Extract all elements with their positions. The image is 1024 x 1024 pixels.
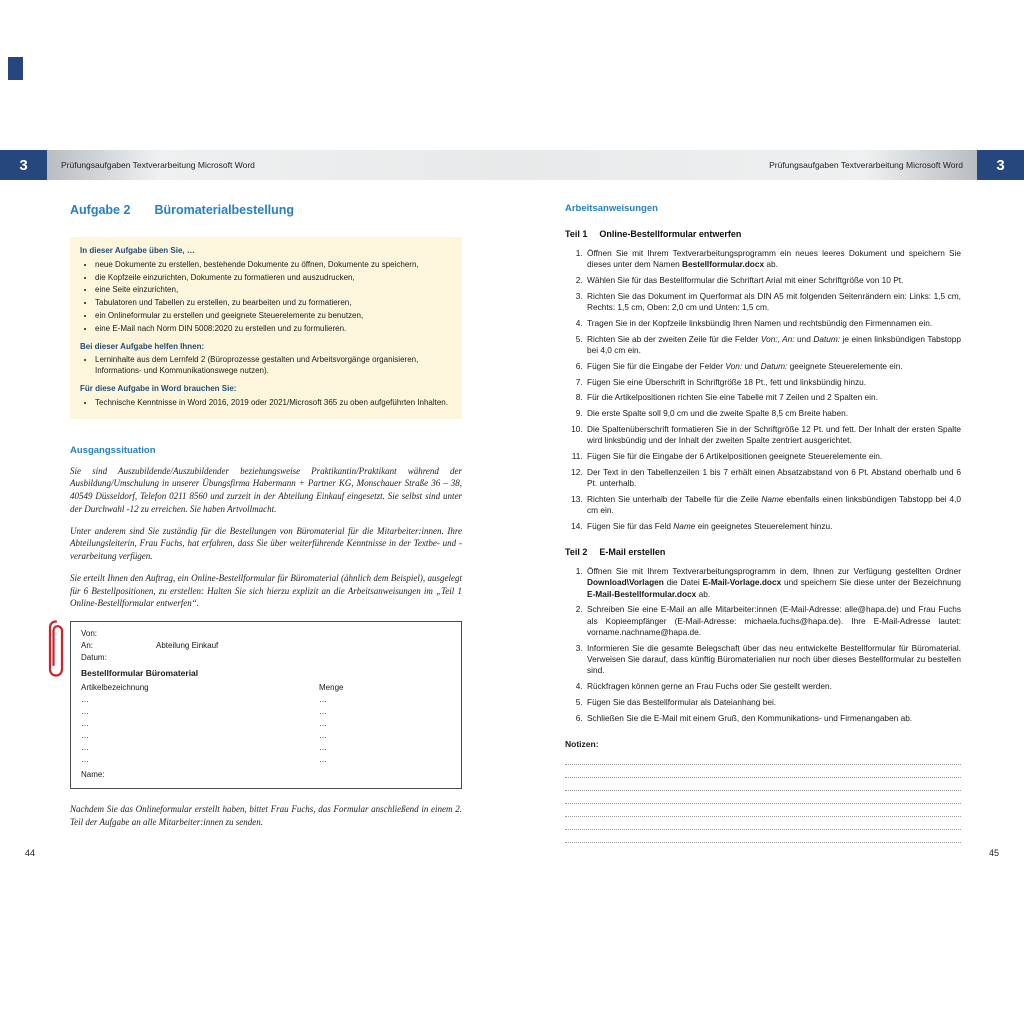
list-item: • Lerninhalte aus dem Lernfeld 2 (Büroprozesse gestalten und Arbeitsvorgänge organisieren, Informations- und Kommunikationswege nutzen). <box>95 355 450 377</box>
form-label-an: An: <box>81 641 94 651</box>
placeholder-dots: … <box>81 755 89 765</box>
form-row-an <box>81 641 451 653</box>
note-line <box>565 791 961 804</box>
form-table-row <box>81 719 451 731</box>
instruction-item: 2. Schreiben Sie eine E-Mail an alle Mitarbeiter:innen (E-Mail-Adresse: alle@hapa.de) und Frau Fuchs als Kopieempfänger (E-Mail-Adresse: michaela.fuchs@hapa.de). Ihre E-Mail-Adresse lautet: vorname.nachname@hapa.de. <box>585 604 961 638</box>
task-name: Büromaterialbestellung <box>154 203 295 217</box>
form-table-header <box>81 683 451 695</box>
form-title: Bestellformular Büromaterial <box>81 668 199 679</box>
form-table-row <box>81 707 451 719</box>
page-number-left: 44 <box>25 848 36 858</box>
page-header-band <box>0 150 1024 180</box>
situation-paragraph: Unter anderem sind Sie zuständig für die Bestellungen von Büromaterial für die Mitarbeiter:innen. Ihre Abteilungsleiterin, Frau Fuchs, hat erfahren, dass Sie über weiterführende Kenntnisse in der Textbe- und -verarbeitung verfügen. <box>70 525 462 562</box>
placeholder-dots: … <box>81 719 89 729</box>
instruction-item: 2. Wählen Sie für das Bestellformular die Schriftart Arial mit einer Schriftgröße von 10 Pt. <box>585 275 961 286</box>
instruction-item: 3. Richten Sie das Dokument im Querformat als DIN A5 mit folgenden Seitenrändern ein: Links: 1,5 cm, Rechts: 1,5 cm, Oben: 2,0 cm und Unten: 1,5 cm. <box>585 291 961 314</box>
section-title-arbeitsanweisungen: Arbeitsanweisungen <box>565 203 658 214</box>
list-item: • neue Dokumente zu erstellen, bestehende Dokumente zu öffnen, Dokumente zu speichern, <box>95 260 450 271</box>
form-table-row <box>81 695 451 707</box>
note-line <box>565 752 961 765</box>
instruction-item: 9. Die erste Spalte soll 9,0 cm und die zweite Spalte 8,5 cm Breite haben. <box>585 408 961 419</box>
situation-paragraph: Sie sind Auszubildende/Auszubildender beziehungsweise Praktikantin/Praktikant während der Ausbildung/Umschulung in unserer Übungsfirma Habermann + Partner KG, Monschauer Straße 36 – 38, 40549 Düsseldorf, Telefon 0211 8560 und zurzeit in der Abteilung Einkauf eingesetzt. Sie selbst sind unter der Durchwahl -12 zu erreichen. Sie haben Artvollmacht. <box>70 465 462 514</box>
part1-instruction-list <box>565 248 961 532</box>
instruction-item: 6. Fügen Sie für die Eingabe der Felder Von: und Datum: geeignete Steuerelemente ein. <box>585 361 961 372</box>
form-label-datum: Datum: <box>81 653 107 663</box>
info-box-heading-3: Für diese Aufgabe in Word brauchen Sie: <box>80 383 237 393</box>
placeholder-dots: … <box>81 707 89 717</box>
list-item: • Technische Kenntnisse in Word 2016, 2019 oder 2021/Microsoft 365 zu oben aufgeführten Inhalten. <box>95 398 450 409</box>
placeholder-dots: … <box>319 755 327 765</box>
notes-lines <box>565 752 961 843</box>
right-page <box>565 203 961 843</box>
form-table-row <box>81 743 451 755</box>
instruction-item: 4. Rückfragen können gerne an Frau Fuchs oder Sie gestellt werden. <box>585 681 961 692</box>
instruction-item: 6. Schließen Sie die E-Mail mit einem Gruß, den Kommunikations- und Firmenangaben ab. <box>585 713 961 724</box>
placeholder-dots: … <box>319 719 327 729</box>
instruction-item: 1. Öffnen Sie mit Ihrem Textverarbeitungsprogramm in dem, Ihnen zur Verfügung gestellten Ordner Download\Vorlagen die Datei E-Mail-Vorlage.docx und speichern Sie diese unter der Bezeichnung E-Mail-Bestellformular.docx ab. <box>585 566 961 600</box>
placeholder-dots: … <box>81 695 89 705</box>
placeholder-dots: … <box>319 743 327 753</box>
instruction-item: 3. Informieren Sie die gesamte Belegschaft über das neu entwickelte Bestellformular für Büromaterial. Verweisen Sie darauf, dass künftig Büromaterialien nur noch über dieses Bestellformular zu bestellen sind. <box>585 643 961 677</box>
form-col-menge: Menge <box>319 683 344 693</box>
part2-label: Teil 2 <box>565 547 588 558</box>
example-order-form <box>70 621 462 789</box>
form-row-von <box>81 629 451 641</box>
task-title <box>70 203 462 217</box>
corner-decoration-square <box>8 57 23 80</box>
list-item: • die Kopfzeile einzurichten, Dokumente zu formatieren und auszudrucken, <box>95 273 450 284</box>
header-title-left: Prüfungsaufgaben Textverarbeitung Microsoft Word <box>61 160 255 170</box>
note-line <box>565 817 961 830</box>
list-item: • ein Onlineformular zu erstellen und geeignete Steuerelemente zu benutzen, <box>95 311 450 322</box>
instruction-item: 1. Öffnen Sie mit Ihrem Textverarbeitungsprogramm ein neues leeres Dokument und speichern Sie dieses unter dem Namen Bestellformular.docx ab. <box>585 248 961 271</box>
chapter-number-left: 3 <box>0 150 47 180</box>
info-box-heading-2: Bei dieser Aufgabe helfen Ihnen: <box>80 341 205 351</box>
form-label-name: Name: <box>81 770 105 780</box>
placeholder-dots: … <box>81 743 89 753</box>
part1-name: Online-Bestellformular entwerfen <box>599 229 742 239</box>
note-line <box>565 830 961 843</box>
instruction-item: 11. Fügen Sie für die Eingabe der 6 Artikelpositionen geeignete Steuerelemente ein. <box>585 451 961 462</box>
instruction-item: 12. Der Text in den Tabellenzeilen 1 bis 7 erhält einen Absatzabstand von 6 Pt. Abstand oberhalb und 6 Pt. unterhalb. <box>585 467 961 490</box>
situation-paragraph: Sie erteilt Ihnen den Auftrag, ein Online-Bestellformular für Büromaterial (ähnlich dem Beispiel), ausgelegt für 6 Bestellpositionen, zu erstellen: Halten Sie sich hierzu explizit an die Arbeitsanweisungen im „Teil 1 Online-Bestellformular entwerfen“. <box>70 572 462 609</box>
placeholder-dots: … <box>319 731 327 741</box>
chapter-number-right: 3 <box>977 150 1024 180</box>
info-box-list-3 <box>80 398 450 409</box>
instruction-item: 5. Richten Sie ab der zweiten Zeile für die Felder Von:, An: und Datum: je einen linksbündigen Tabstopp bei 4,0 cm ein. <box>585 334 961 357</box>
info-box <box>70 237 462 419</box>
form-table-row <box>81 755 451 767</box>
info-box-list-1 <box>80 260 450 335</box>
instruction-item: 10. Die Spaltenüberschrift formatieren Sie in der Schriftgröße 12 Pt. und fett. Der Inhalt der ersten Spalte wird linksbündig und der Inhalt der zweiten Spalte zentriert ausgerichtet. <box>585 424 961 447</box>
form-row-datum <box>81 653 451 665</box>
note-line <box>565 765 961 778</box>
note-line <box>565 804 961 817</box>
instruction-item: 5. Fügen Sie das Bestellformular als Dateianhang bei. <box>585 697 961 708</box>
form-row-name <box>81 770 451 782</box>
list-item: • eine E-Mail nach Norm DIN 5008:2020 zu erstellen und zu formulieren. <box>95 324 450 335</box>
notes-label: Notizen: <box>565 739 599 749</box>
page-number-right: 45 <box>988 848 999 858</box>
placeholder-dots: … <box>319 707 327 717</box>
task-label: Aufgabe 2 <box>70 203 131 217</box>
form-value-an: Abteilung Einkauf <box>156 641 219 651</box>
instruction-item: 4. Tragen Sie in der Kopfzeile linksbündig Ihren Namen und rechtsbündig den Firmennamen ein. <box>585 318 961 329</box>
info-box-heading-1: In dieser Aufgabe üben Sie, … <box>80 246 195 255</box>
part2-title <box>565 547 961 557</box>
paperclip-icon <box>47 618 65 682</box>
section-title-ausgangssituation: Ausgangssituation <box>70 444 156 456</box>
list-item: • eine Seite einzurichten, <box>95 285 450 296</box>
instruction-item: 8. Für die Artikelpositionen richten Sie eine Tabelle mit 7 Zeilen und 2 Spalten ein. <box>585 392 961 403</box>
form-table-row <box>81 731 451 743</box>
closing-paragraph: Nachdem Sie das Onlineformular erstellt haben, bittet Frau Fuchs, das Formular anschließend in einem 2. Teil der Aufgabe an alle Mitarbeiter:innen zu senden. <box>70 804 462 827</box>
form-col-artikelbezeichnung: Artikelbezeichnung <box>81 683 149 693</box>
part2-name: E-Mail erstellen <box>599 547 666 558</box>
part2-instruction-list <box>565 566 961 724</box>
header-title-right: Prüfungsaufgaben Textverarbeitung Microsoft Word <box>769 160 963 170</box>
part1-label: Teil 1 <box>565 229 588 239</box>
list-item: • Tabulatoren und Tabellen zu erstellen, zu bearbeiten und zu formatieren, <box>95 298 450 309</box>
placeholder-dots: … <box>81 731 89 741</box>
instruction-item: 14. Fügen Sie für das Feld Name ein geeignetes Steuerelement hinzu. <box>585 521 961 532</box>
info-box-list-2 <box>80 355 450 377</box>
part1-title <box>565 229 961 239</box>
form-label-von: Von: <box>81 629 98 639</box>
left-page <box>70 203 462 838</box>
example-form-wrapper <box>70 621 462 789</box>
instruction-item: 7. Fügen Sie eine Überschrift in Schriftgröße 18 Pt., fett und linksbündig hinzu. <box>585 377 961 388</box>
placeholder-dots: … <box>319 695 327 705</box>
instruction-item: 13. Richten Sie unterhalb der Tabelle für die Zeile Name ebenfalls einen linksbündigen Tabstopp bei 4,0 cm ein. <box>585 494 961 517</box>
note-line <box>565 778 961 791</box>
header-bar <box>47 150 977 180</box>
